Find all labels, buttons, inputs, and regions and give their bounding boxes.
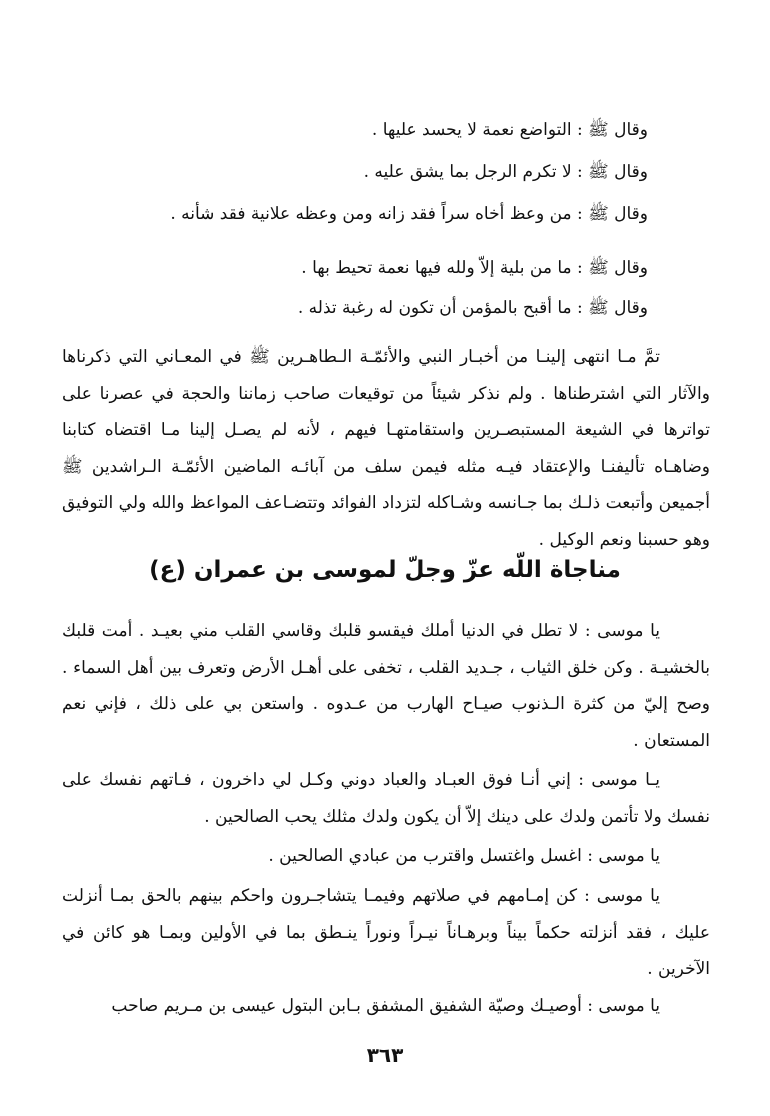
saying-line: وقال ﷺ : لا تكرم الرجل بما يشق عليه . <box>363 162 648 182</box>
closing-paragraph: تمَّ مـا انتهى إلينـا من أخبـار النبي والأئمّـة الـطاهـرين ﷺ في المعـاني التي ذكرناها والآثار التي اشترطناها . ولم نذكر شيئاً من توقيعات صاحب زماننا والحجة في عصرنا على تواترها في الشيعة المستبصـرين واستقامتهـا فيهم ، لأنه لم يصـل إلينا مـا اقتضاه كتابنا وضاهـاه تأليفنـا والإعتقاد فيـه مثله فيمن سلف من آبائـه الماضين الأئمّـة الـراشدين ﷺ أجميعن وأتبعت ذلـك بما جـانسه وشـاكله لتزداد الفوائد وتتضـاعف المواعظ والله ولي التوفيق وهو حسبنا ونعم الوكيل . <box>62 347 710 550</box>
page-number: ٣٦٣ <box>366 1043 404 1067</box>
saying-line: وقال ﷺ : التواضع نعمة لا يحسد عليها . <box>371 120 648 140</box>
section-heading: مناجاة اللّه عزّ وجلّ لموسى بن عمران (ع) <box>149 557 621 583</box>
saying-line: وقال ﷺ : ما من بلية إلاّ ولله فيها نعمة تحيط بها . <box>301 258 648 278</box>
munajat-paragraph: يا موسى : اغسل واغتسل واقترب من عبادي الصالحين . <box>268 846 660 866</box>
munajat-paragraph: يا موسى : كن إمـامهم في صلاتهم وفيمـا يتشاجـرون واحكم بينهم بالحق بمـا أنزلت عليك ، فقد أنزلته حكماً بيناً وبرهـاناً نيـراً ونوراً ينـطق بما في الأولين وبمـا هو كائن في الآخرين . <box>62 886 710 979</box>
saying-line: وقال ﷺ : ما أقبح بالمؤمن أن تكون له رغبة تذله . <box>297 298 648 318</box>
munajat-paragraph: يا موسى : لا تطل في الدنيا أملك فيقسو قلبك وقاسي القلب مني بعيـد . أمت قلبك بالخشيـة . وكن خلق الثياب ، جـديد القلب ، تخفى على أهـل الأرض وتعرف بين أهل السماء . وصح إليّ من كثرة الـذنوب صيـاح الهارب من عـدوه . واستعن بي على ذلك ، فإني نعم المستعان . <box>62 621 710 751</box>
munajat-paragraph: يـا موسى : إني أنـا فوق العبـاد والعباد دوني وكـل لي داخرون ، فـاتهم نفسك على نفسك ولا تأتمن ولدك على دينك إلاّ أن يكون ولدك مثلك يحب الصالحين . <box>62 770 710 827</box>
munajat-paragraph: يا موسى : أوصيـك وصيّة الشفيق المشفق بـابن البتول عيسى بن مـريم صاحب <box>111 996 660 1016</box>
saying-line: وقال ﷺ : من وعظ أخاه سراً فقد زانه ومن وعظه علانية فقد شأنه . <box>170 204 648 224</box>
